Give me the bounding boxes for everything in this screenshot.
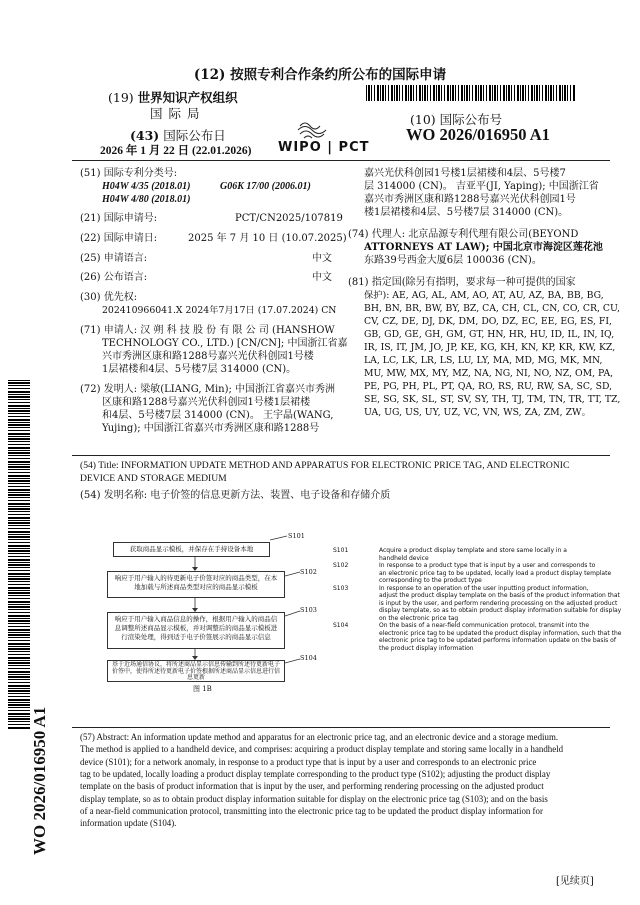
legend-s102-line1: In response to a product type that is input by a user and corresponds to xyxy=(379,562,596,569)
field-30-label: (30) 优先权: xyxy=(80,292,138,303)
legend-s104-line4: the product display information xyxy=(379,644,474,652)
wipo-logo-text: WIPO | PCT xyxy=(278,140,370,155)
org-name: 世界知识产权组织 xyxy=(137,90,238,105)
field-74-line3: 东路39号西金大厦6层 100036 (CN)。 xyxy=(364,255,542,266)
pubno-value: WO 2026/016950 A1 xyxy=(406,125,550,144)
field-71-line1: (71) 申请人: 汉 朔 科 技 股 份 有 限 公 司 (HANSHOW xyxy=(80,325,335,336)
legend-s104-line2: electronic price tag to be updated the product display information, such that the xyxy=(379,629,622,637)
pubdate-value: 2026 年 1 月 22 日 (22.01.2026) xyxy=(100,145,252,157)
legend-s103-code: S103 xyxy=(333,584,349,592)
abstract-line8: information update (S104). xyxy=(80,818,177,829)
step-s104-label: S104 xyxy=(300,654,317,662)
field-74-line2: ATTORNEYS AT LAW); 中国北京市海淀区莲花池 xyxy=(364,242,603,253)
legend-s101-line2: handheld device xyxy=(379,554,429,562)
org-sub: 国 际 局 xyxy=(150,106,201,121)
legend-s103-line4: display template, so as to obtain product display information suitable for display xyxy=(379,607,622,614)
field-81-line8: MU, MW, MX, MY, MZ, NA, NG, NI, NO, NZ, OM, PA, xyxy=(364,368,614,379)
step-s102-box: 响应于用户输入的待更新电子价签对应的商品类型，在本地加载与所述商品类型对应的商品显示模板 xyxy=(107,571,285,598)
legend-s104-line1: On the basis of a near-field communication protocol, transmit into the xyxy=(379,622,590,629)
abstract-line3: device (S101); for a network anomaly, in response to a product type that is input by a user and corresponds to an electronic price xyxy=(80,756,537,767)
field-71-line2: TECHNOLOGY CO., LTD.) [CN/CN]; 中国浙江省嘉 xyxy=(102,338,348,349)
figure-caption: 图 1B xyxy=(193,685,212,693)
abstract-line2: The method is applied to a handheld device, and comprises: acquiring a product display template and storing same locally in a handheld xyxy=(80,744,564,755)
pubno-label: 国际公布号 xyxy=(439,112,503,127)
field-81-line11: UA, UG, US, UY, UZ, VC, VN, WS, ZA, ZM, ZW。 xyxy=(364,407,591,418)
field-22-value: 2025 年 7 月 10 日 (10.07.2025) xyxy=(188,233,347,244)
field-81-line1: (81) 指定国(除另有指明，要求每一种可提供的国家 xyxy=(348,277,576,288)
field-72-line4: Yujing); 中国浙江省嘉兴市秀洲区康和路1288号 xyxy=(102,423,320,434)
field-81-line6: IR, IS, IT, JM, JO, JP, KE, KG, KH, KN, KP, KR, KW, KZ, xyxy=(364,342,616,353)
field-72-line2: 区康和路1288号嘉兴光伏科创园1号楼1层裙楼 xyxy=(102,397,311,408)
field-25-value: 中文 xyxy=(312,253,332,264)
abstract-line6: display template, so as to obtain product display information suitable for display on the electronic price tag (S103); and on the basis xyxy=(80,793,548,804)
field-22-label: (22) 国际申请日: xyxy=(80,233,158,244)
continued-note: [见续页] xyxy=(556,876,594,887)
legend-s103-line3: is input by the user, and perform rendering processing on the adjusted product xyxy=(379,599,618,607)
abstract-line4: tag to be updated, locally loading a product display template corresponding to the product type (S102); adjusting the product display xyxy=(80,768,551,779)
abstract-line1: (57) Abstract: An information update method and apparatus for an electronic price tag, and an electronic device and a storage medium. xyxy=(80,732,559,742)
abstract-line7: of a near-field communication protocol, transmitting into the electronic price tag to be updated the product display information for xyxy=(80,805,543,816)
field-74-line1: (74) 代理人: 北京品源专利代理有限公司(BEYOND xyxy=(348,229,579,240)
legend-s103-line2: adjust the product display template on the basis of the product information that xyxy=(379,592,620,599)
pubdate-code: (43) xyxy=(130,128,160,143)
document-title: (12) 按照专利合作条约所公布的国际申请 xyxy=(193,67,447,83)
legend-s101-line1: Acquire a product display template and store same locally in a xyxy=(379,547,567,554)
abstract-top-divider xyxy=(72,727,610,728)
legend-s102-line3: corresponding to the product type xyxy=(379,577,482,584)
header-divider xyxy=(72,160,610,161)
step-s103-box: 响应于用户输入商品信息的操作，根据用户输入的商品信息调整所述商品显示模板，并对调整后的商品显示模板进行渲染处理，得到适于电子价签展示的商品显示信息 xyxy=(107,612,285,649)
step-s102-label: S102 xyxy=(300,568,317,576)
field-81-line7: LA, LC, LK, LR, LS, LU, LY, MA, MD, MG, MK, MN, xyxy=(364,355,603,366)
wipo-logo xyxy=(270,118,370,158)
field-51-class-2: G06K 17/00 (2006.01) xyxy=(220,181,311,192)
pubno-code: (10) xyxy=(410,112,436,127)
title-english-line1: (54) Title: INFORMATION UPDATE METHOD AND APPARATUS FOR ELECTRONIC PRICE TAG, AND ELECTRONIC xyxy=(80,460,570,471)
field-26-label: (26) 公布语言: xyxy=(80,272,148,283)
title-top-divider xyxy=(72,455,610,456)
barcode-image xyxy=(366,85,576,101)
legend-s103-line1: In response to an operation of the user inputting product information, xyxy=(379,584,589,592)
side-publication-number: WO 2026/016950 A1 xyxy=(30,706,49,855)
field-51-class-3: H04W 4/80 (2018.01) xyxy=(102,194,191,205)
field-51-class-1: H04W 4/35 (2018.01) xyxy=(102,181,191,192)
field-81-line3: BH, BN, BR, BW, BY, BZ, CA, CH, CL, CN, CO, CR, CU, xyxy=(364,303,620,314)
field-81-line5: GB, GD, GE, GH, GM, GT, HN, HR, HU, ID, IL, IN, IQ, xyxy=(364,329,615,340)
field-72-cont-line1: 嘉兴光伏科创园1号楼1层裙楼和4层、5号楼7 xyxy=(364,168,566,179)
step-s101-label: S101 xyxy=(288,532,305,540)
field-72-cont-line2: 层 314000 (CN)。 吉亚平(JI, Yaping); 中国浙江省 xyxy=(364,181,599,192)
pubdate-label: 国际公布日 xyxy=(163,128,226,143)
field-21-label: (21) 国际申请号: xyxy=(80,213,158,224)
field-26-value: 中文 xyxy=(312,272,332,283)
field-25-label: (25) 申请语言: xyxy=(80,253,148,264)
field-51-label: (51) 国际专利分类号: xyxy=(80,168,178,179)
step-s104-box: 基于近场通信协议，将所述商品显示信息传输到所述待更新电子价签中，使得所述待更新电子价签根据所述商品显示信息进行信息更新 xyxy=(107,660,285,682)
step-s101-box: 获取商品显示模板，并保存在手持设备本地 xyxy=(113,542,270,557)
side-barcode-image xyxy=(8,380,30,730)
field-81-line9: PE, PG, PH, PL, PT, QA, RO, RS, RU, RW, SA, SC, SD, xyxy=(364,381,613,392)
legend-s102-code: S102 xyxy=(333,562,349,569)
field-81-line2: 保护): AE, AG, AL, AM, AO, AT, AU, AZ, BA, BB, BG, xyxy=(364,290,604,301)
legend-s103-line5: on the electronic price tag xyxy=(379,614,459,622)
field-72-line3: 和4层、5号楼7层 314000 (CN)。 王宇晶(WANG, xyxy=(102,410,334,421)
org-code: (19) xyxy=(108,90,134,105)
field-81-line4: CV, CZ, DE, DJ, DK, DM, DO, DZ, EC, EE, EG, ES, FI, xyxy=(364,316,612,327)
legend-s104-line3: electronic price tag to be updated performs information update on the basis of xyxy=(379,637,616,644)
field-72-cont-line3: 嘉兴市秀洲区康和路1288号嘉兴光伏科创园1号 xyxy=(364,194,576,205)
field-30-value: 202410966041.X 2024年7月17日 (17.07.2024) CN xyxy=(102,305,337,316)
legend-s101-code: S101 xyxy=(333,547,349,554)
field-72-line1: (72) 发明人: 梁敏(LIANG, Min); 中国浙江省嘉兴市秀洲 xyxy=(80,384,336,395)
title-chinese: (54) 发明名称: 电子价签的信息更新方法、装置、电子设备和存储介质 xyxy=(80,490,391,501)
field-71-line4: 1层裙楼和4层、5号楼7层 314000 (CN)。 xyxy=(102,364,297,375)
step-s103-label: S103 xyxy=(300,606,317,614)
field-21-value: PCT/CN2025/107819 xyxy=(235,213,343,224)
legend-s102-line2: an electronic price tag to be updated, locally load a product display template xyxy=(379,569,612,577)
abstract-line5: template on the basis of product information that is input by the user, and performing rendering processing on the adjusted product xyxy=(80,781,544,792)
legend-s104-code: S104 xyxy=(333,622,349,629)
title-english-line2: DEVICE AND STORAGE MEDIUM xyxy=(80,473,227,484)
flowchart-figure xyxy=(95,532,320,682)
field-72-cont-line4: 楼1层裙楼和4层、5号楼7层 314000 (CN)。 xyxy=(364,207,569,218)
field-81-line10: SE, SG, SK, SL, ST, SV, SY, TH, TJ, TM, TN, TR, TT, TZ, xyxy=(364,394,621,405)
field-71-line3: 兴市秀洲区康和路1288号嘉兴光伏科创园1号楼 xyxy=(102,351,314,362)
